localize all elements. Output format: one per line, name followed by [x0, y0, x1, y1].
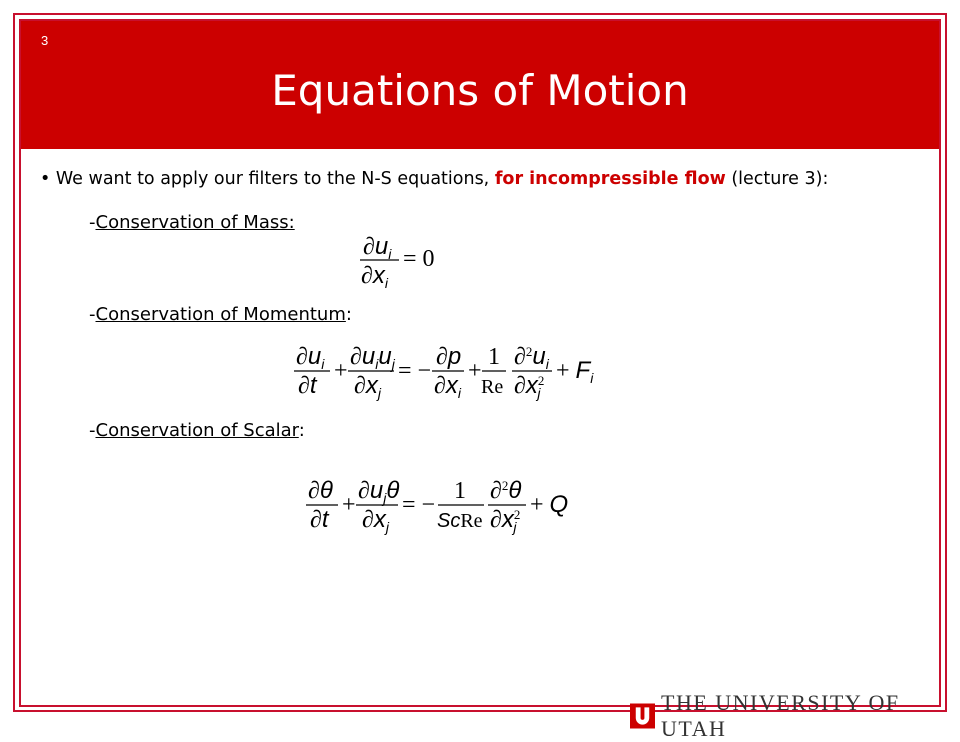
svg-text:+ Fi: + $F_i$: [556, 357, 594, 386]
svg-text:Re: Re: [481, 376, 504, 398]
bullet-dot: •: [40, 169, 51, 189]
svg-text:+: +: [468, 358, 482, 384]
svg-text:∂θ: ∂θ: [308, 477, 333, 504]
heading-scalar: -Conservation of Scalar:: [89, 420, 305, 441]
slide-number: 3: [41, 33, 49, 48]
university-logo: [630, 690, 960, 742]
svg-text:= 0: = 0: [403, 246, 435, 272]
bullet-text-before: We want to apply our filters to the N-S equations,: [55, 169, 495, 189]
heading-scalar-label: Conservation of Scalar: [95, 420, 299, 441]
svg-text:∂x2j: $\partial x^2$ j: [514, 372, 545, 401]
svg-text:∂t: ∂t: [298, 372, 317, 399]
svg-text:+ Q: + Q: [530, 491, 569, 518]
heading-momentum: -Conservation of Momentum:: [89, 304, 352, 325]
slide-title: Equations of Motion: [271, 66, 689, 115]
svg-text:∂xi: $\partial x_i$: [361, 262, 388, 291]
svg-text:∂2θ: ∂$^2$θ: [490, 477, 522, 504]
svg-text:+: +: [334, 358, 348, 384]
heading-mass: -Conservation of Mass:: [89, 212, 295, 233]
svg-text:∂xi: $\partial x_i$: [434, 372, 461, 401]
svg-text:∂p: ∂p: [436, 343, 462, 370]
university-u-icon: [630, 703, 655, 729]
svg-text:= −: = −: [398, 358, 432, 384]
bullet-text-after: (lecture 3):: [725, 169, 829, 189]
equation-momentum: [290, 342, 594, 404]
svg-text:∂xj: $\partial x_j$: [354, 372, 381, 401]
svg-text:∂ujθ: $\partial u_j\theta$: [358, 477, 400, 506]
bullet-highlight: for incompressible flow: [494, 169, 726, 189]
svg-text:1: 1: [488, 344, 500, 370]
svg-text:∂2ui: $\partial^2u_i$: [514, 343, 549, 372]
equation-mass: [355, 232, 435, 292]
svg-text:∂ui: $\partial u_i$: [296, 343, 325, 372]
svg-text:∂ui: $\partial u_i$: [363, 233, 392, 262]
svg-text:= −: = −: [402, 492, 436, 518]
svg-text:∂uiuj: $\partial u_iu_j$: [350, 343, 395, 372]
svg-text:+: +: [342, 492, 356, 518]
svg-text:∂t: ∂t: [310, 506, 329, 533]
equation-scalar: [304, 476, 569, 538]
svg-text:ScRe: ScRe: [437, 510, 483, 532]
bullet-item: [40, 169, 828, 189]
heading-momentum-label: Conservation of Momentum: [95, 304, 346, 325]
svg-text:∂xj: $\partial x_j$: [362, 506, 389, 535]
heading-mass-label: Conservation of Mass:: [95, 212, 295, 233]
university-name: THE UNIVERSITY OF UTAH: [661, 690, 900, 741]
svg-text:1: 1: [454, 478, 466, 504]
svg-text:∂x2j: $\partial x^2$ j: [490, 506, 521, 535]
